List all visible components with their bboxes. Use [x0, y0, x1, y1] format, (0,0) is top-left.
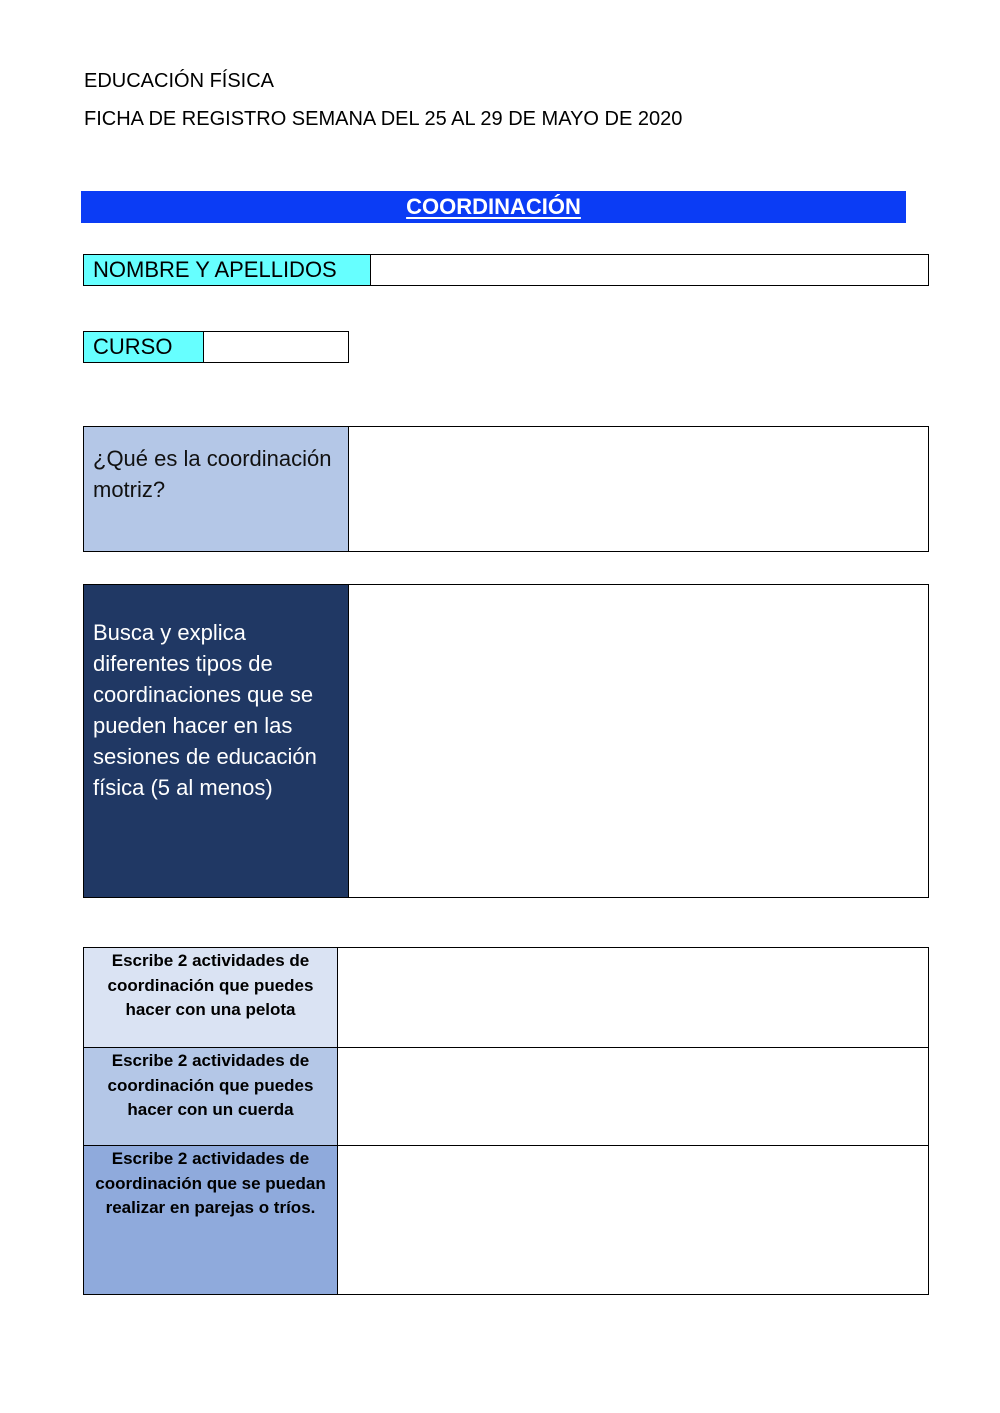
title-bar [81, 191, 906, 223]
activity-answer-field[interactable] [338, 1146, 928, 1294]
activity-prompt: Escribe 2 actividades de coordinación que se puedan realizar en parejas o tríos. [84, 1146, 338, 1294]
question-answer-field[interactable] [349, 427, 928, 551]
question-box-coordination-types [83, 584, 929, 898]
page-title: COORDINACIÓN [406, 194, 581, 219]
question-label: ¿Qué es la coordinación motriz? [84, 427, 349, 551]
table-row [84, 1146, 928, 1294]
activity-prompt: Escribe 2 actividades de coordinación que puedes hacer con un cuerda [84, 1048, 338, 1145]
question-label: Busca y explica diferentes tipos de coordinaciones que se pueden hacer en las sesiones de educación física (5 al menos) [84, 585, 349, 897]
worksheet-subtitle: FICHA DE REGISTRO SEMANA DEL 25 AL 29 DE MAYO DE 2020 [84, 108, 683, 130]
activity-answer-field[interactable] [338, 1048, 928, 1145]
table-row [84, 948, 928, 1048]
course-input[interactable] [204, 332, 348, 362]
name-field-row [83, 254, 929, 286]
question-box-motor-coordination [83, 426, 929, 552]
activities-table [83, 947, 929, 1295]
name-label: NOMBRE Y APELLIDOS [84, 255, 371, 285]
course-label: CURSO [84, 332, 204, 362]
activity-prompt: Escribe 2 actividades de coordinación que puedes hacer con una pelota [84, 948, 338, 1047]
activity-answer-field[interactable] [338, 948, 928, 1047]
subject-heading: EDUCACIÓN FÍSICA [84, 70, 275, 92]
name-input[interactable] [371, 255, 928, 285]
table-row [84, 1048, 928, 1146]
question-answer-field[interactable] [349, 585, 928, 897]
course-field-row [83, 331, 349, 363]
